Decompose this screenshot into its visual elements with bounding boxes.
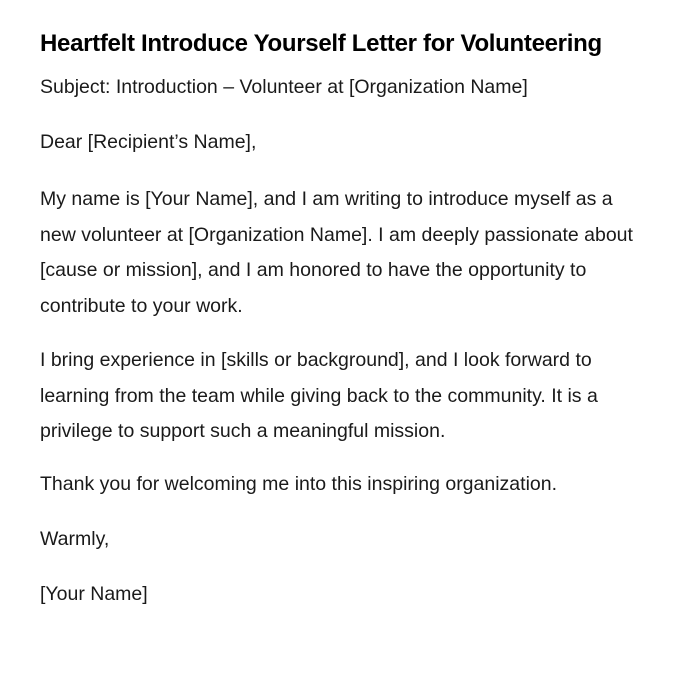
closing: Warmly,	[40, 527, 110, 550]
page-title: Heartfelt Introduce Yourself Letter for Volunteering	[40, 30, 602, 57]
body-paragraph-3: Thank you for welcoming me into this inspiring organization.	[40, 472, 558, 495]
signature: [Your Name]	[40, 582, 148, 605]
subject-line: Subject: Introduction – Volunteer at [Organization Name]	[40, 76, 528, 98]
body-paragraph-1: My name is [Your Name], and I am writing to introduce myself as a new volunteer at [Organization Name]. I am deeply passionate about [cause or mission], and I am honored to have the opportunity to contribute to your work.	[40, 188, 633, 317]
letter-document	[40, 22, 650, 634]
salutation: Dear [Recipient’s Name],	[40, 131, 257, 153]
body-paragraph-2: I bring experience in [skills or background], and I look forward to learning from the team while giving back to the community. It is a privilege to support such a meaningful mission.	[40, 349, 598, 442]
